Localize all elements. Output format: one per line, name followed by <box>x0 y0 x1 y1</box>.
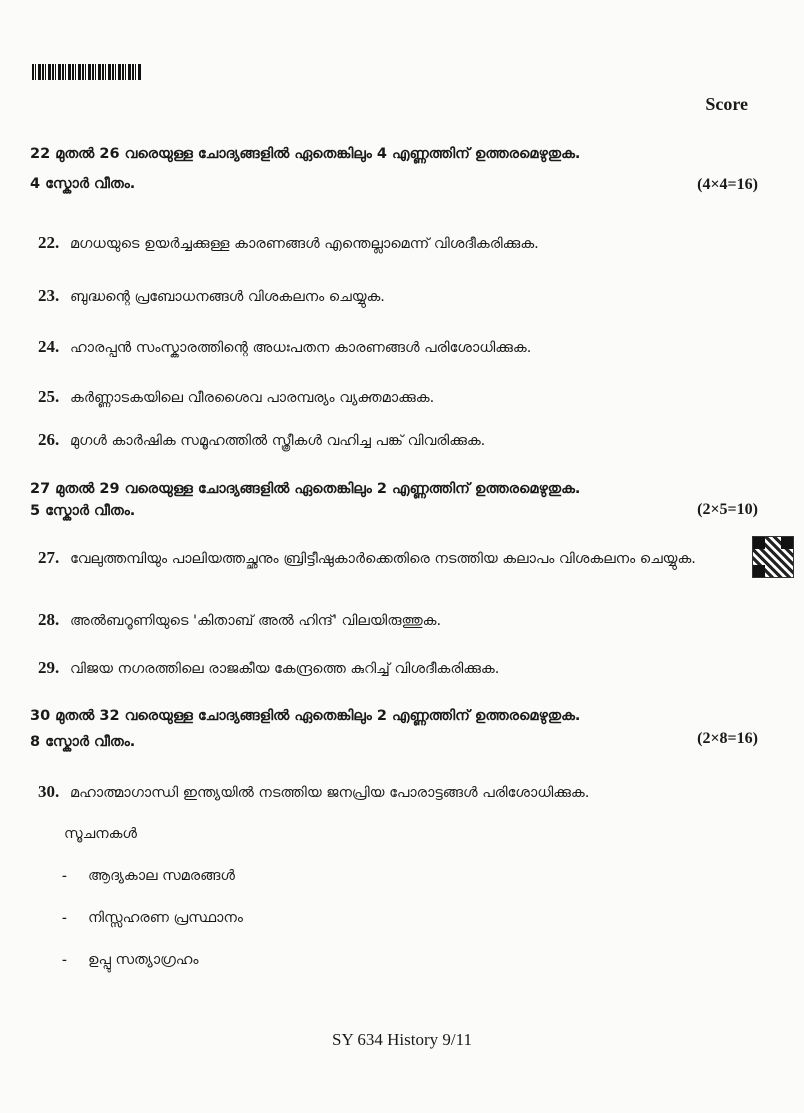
section-2-instruction: 27 മുതൽ 29 വരെയുള്ള ചോദ്യങ്ങളിൽ ഏതെങ്കിലും 2 എണ്ണത്തിന് ഉത്തരമെഴുതുക. <box>30 481 581 497</box>
question-text: മഗധയുടെ ഉയർച്ചക്കുള്ള കാരണങ്ങൾ എന്തെല്ലാമെന്ന് വിശദീകരിക്കുക. <box>70 236 539 252</box>
barcode <box>32 64 142 80</box>
hint-text: ആദ്യകാല സമരങ്ങൾ <box>88 868 235 884</box>
question-text: മുഗൾ കാർഷിക സമൂഹത്തിൽ സ്ത്രീകൾ വഹിച്ച പങ്ക് വിവരിക്കുക. <box>70 433 486 449</box>
bullet-dash: - <box>62 952 67 968</box>
section-3-marks: (2×8=16) <box>697 730 758 747</box>
qr-code <box>752 536 794 578</box>
question-number: 23. <box>38 286 60 305</box>
question-text: ബുദ്ധന്റെ പ്രബോധനങ്ങൾ വിശകലനം ചെയ്യുക. <box>70 289 385 305</box>
question-23 <box>38 284 744 309</box>
hint-item <box>62 868 235 885</box>
section-3-header <box>30 708 758 750</box>
question-30 <box>38 780 744 805</box>
question-26 <box>38 428 744 453</box>
section-2-header <box>30 481 758 519</box>
question-25 <box>38 385 744 410</box>
hint-text: ഉപ്പു സത്യാഗ്രഹം <box>88 952 199 968</box>
section-2-marks: (2×5=10) <box>697 501 758 518</box>
section-2-per-score: 5 സ്കോർ വീതം. <box>30 503 136 519</box>
hint-item <box>62 952 199 969</box>
bullet-dash: - <box>62 868 67 884</box>
page-footer: SY 634 History 9/11 <box>332 1030 472 1049</box>
question-number: 29. <box>38 658 60 677</box>
question-28 <box>38 608 744 633</box>
question-text: കർണ്ണാടകയിലെ വീരശൈവ പാരമ്പര്യം വ്യക്തമാക്കുക. <box>70 390 435 406</box>
section-1-marks: (4×4=16) <box>697 176 758 193</box>
question-27 <box>38 546 746 571</box>
section-1-instruction: 22 മുതൽ 26 വരെയുള്ള ചോദ്യങ്ങളിൽ ഏതെങ്കിലും 4 എണ്ണത്തിന് ഉത്തരമെഴുതുക. <box>30 146 581 162</box>
question-number: 30. <box>38 782 60 801</box>
section-3-per-score: 8 സ്കോർ വീതം. <box>30 734 136 750</box>
question-text: അൽബറൂണിയുടെ 'കിതാബ് അൽ ഹിന്ദ്' വിലയിരുത്തുക. <box>70 613 442 629</box>
question-number: 25. <box>38 387 60 406</box>
score-label: Score <box>705 94 748 114</box>
section-1-per-score: 4 സ്കോർ വീതം. <box>30 176 136 192</box>
hint-text: നിസ്സഹരണ പ്രസ്ഥാനം <box>88 910 243 926</box>
question-text: ഹാരപ്പൻ സംസ്കാരത്തിന്റെ അധഃപതന കാരണങ്ങൾ പരിശോധിക്കുക. <box>70 340 532 356</box>
hints-label: സൂചനകൾ <box>64 826 137 842</box>
question-22 <box>38 231 744 256</box>
question-number: 26. <box>38 430 60 449</box>
question-number: 24. <box>38 337 60 356</box>
question-text: മഹാത്മാഗാന്ധി ഇന്ത്യയിൽ നടത്തിയ ജനപ്രിയ പോരാട്ടങ്ങൾ പരിശോധിക്കുക. <box>70 785 590 801</box>
question-text: വിജയ നഗരത്തിലെ രാജകീയ കേന്ദ്രത്തെ കുറിച്ച് വിശദീകരിക്കുക. <box>70 661 500 677</box>
bullet-dash: - <box>62 910 67 926</box>
hint-item <box>62 910 243 927</box>
section-3-instruction: 30 മുതൽ 32 വരെയുള്ള ചോദ്യങ്ങളിൽ ഏതെങ്കിലും 2 എണ്ണത്തിന് ഉത്തരമെഴുതുക. <box>30 708 581 724</box>
question-number: 28. <box>38 610 60 629</box>
question-text: വേലുത്തമ്പിയും പാലിയത്തച്ഛനും ബ്രിട്ടീഷുകാർക്കെതിരെ നടത്തിയ കലാപം വിശകലനം ചെയ്യുക. <box>70 551 696 567</box>
question-number: 27. <box>38 548 60 567</box>
section-1-header <box>30 146 758 192</box>
question-number: 22. <box>38 233 60 252</box>
question-24 <box>38 335 744 360</box>
question-29 <box>38 656 744 681</box>
